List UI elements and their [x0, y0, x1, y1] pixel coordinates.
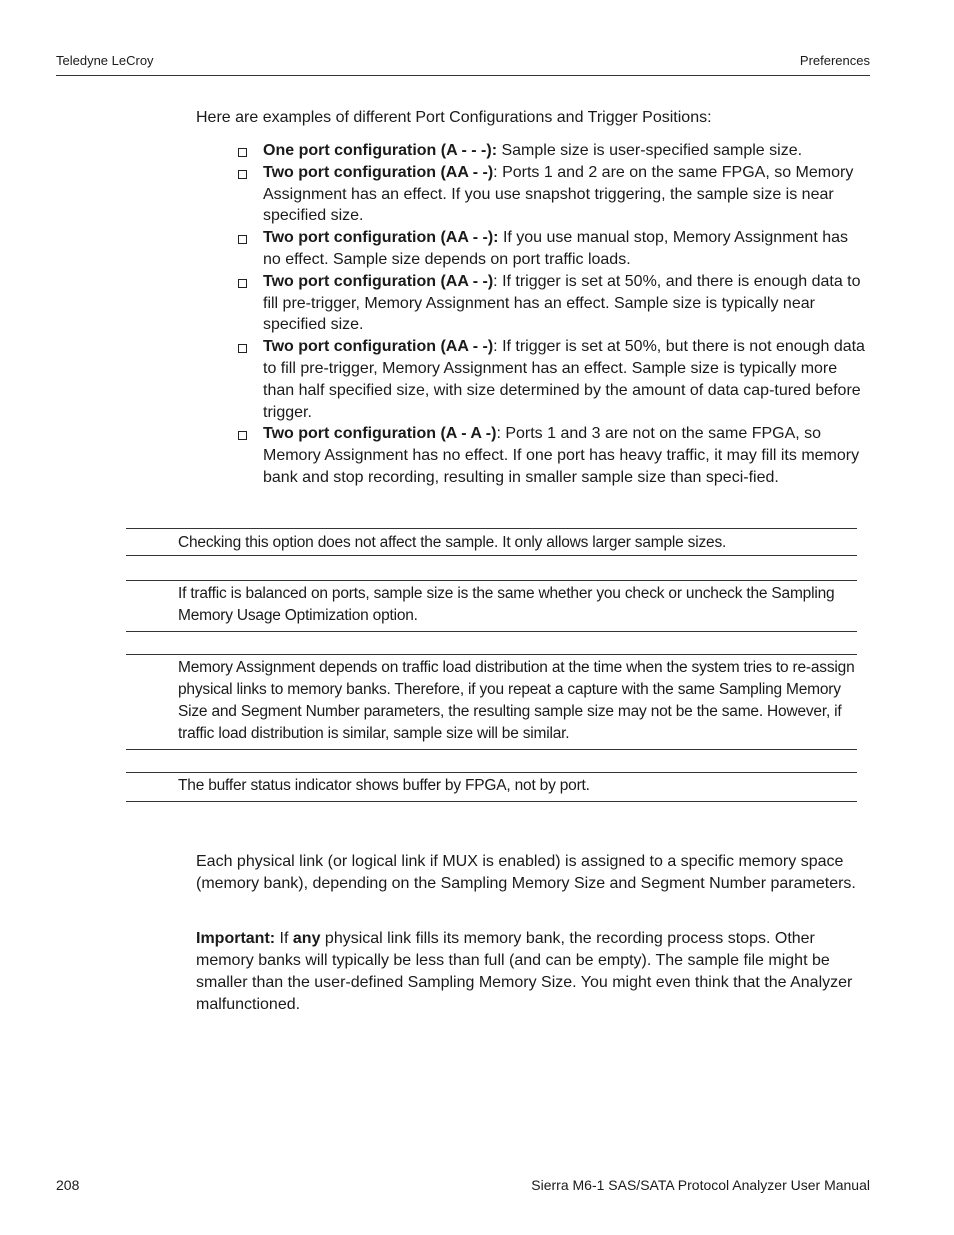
checkbox-bullet-icon: [238, 148, 247, 157]
item-text: : Ports 1 and 3 are not on the same FPGA, so Memory Assignment has no effect. If one port has heavy traffic, it may fill its memory bank and stop recording, resulting in smaller sample size than speci-fied.: [263, 425, 860, 486]
checkbox-bullet-icon: [238, 235, 247, 244]
item-text: If you use manual stop, Memory Assignment has no effect. Sample size depends on port traffic loads.: [263, 229, 848, 268]
list-item: [236, 227, 868, 271]
important-label: Important:: [196, 930, 276, 947]
header-section: Preferences: [799, 53, 870, 68]
port-config-list: [236, 140, 868, 489]
page-number: 208: [56, 1177, 80, 1193]
list-item: [236, 140, 868, 162]
important-rest: physical link fills its memory bank, the recording process stops. Other memory banks will typically be less than full (and can be empty). The sample file might be smaller than the user-defined Sampling Memory Size. You might even think that the Analyzer malfunctioned.: [196, 930, 853, 1013]
memory-bank-paragraph: Each physical link (or logical link if MUX is enabled) is assigned to a specific memory space (memory bank), depending on the Sampling Memory Size and Segment Number parameters.: [196, 853, 856, 892]
checkbox-bullet-icon: [238, 170, 247, 179]
item-text: : If trigger is set at 50%, and there is enough data to fill pre-trigger, Memory Assignment has an effect. Sample size is typically near specified size.: [263, 272, 861, 334]
item-text: : If trigger is set at 50%, but there is not enough data to fill pre-trigger, Memory Assignment has an effect. Sample size is typically more than half specified size, with size determined by the amount of data cap-tured before trigger.: [263, 338, 865, 421]
list-item: [236, 271, 868, 336]
note-box: [126, 654, 857, 750]
note-text: Checking this option does not affect the sample. It only allows larger sample sizes.: [178, 534, 727, 551]
note-text: The buffer status indicator shows buffer by FPGA, not by port.: [178, 777, 590, 794]
item-text: Sample size is user-specified sample size.: [497, 142, 803, 159]
note-text: If traffic is balanced on ports, sample size is the same whether you check or uncheck the Sampling Memory Usage Optimization option.: [178, 585, 835, 624]
list-item: [236, 162, 868, 227]
note-text: Memory Assignment depends on traffic load distribution at the time when the system tries to re-assign physical links to memory banks. Therefore, if you repeat a capture with the same Sampling Memory Size and Segment Number parameters, the resulting sample size may not be the same. However, if traffic load distribution is similar, sample size will be similar.: [178, 659, 855, 742]
list-item: [236, 336, 868, 423]
checkbox-bullet-icon: [238, 431, 247, 440]
important-paragraph: [196, 928, 872, 1016]
header-company: Teledyne LeCroy: [56, 53, 154, 68]
item-label: Two port configuration (AA - -):: [263, 229, 499, 247]
page-header: [56, 53, 870, 76]
any-emphasis: any: [292, 930, 321, 947]
checkbox-bullet-icon: [238, 279, 247, 288]
item-text: : Ports 1 and 2 are on the same FPGA, so Memory Assignment has an effect. If you use snapshot triggering, the sample size is near specified size.: [263, 163, 854, 225]
manual-title: Sierra M6-1 SAS/SATA Protocol Analyzer User Manual: [531, 1177, 870, 1193]
note-box: [126, 528, 857, 556]
intro-paragraph: Here are examples of different Port Configurations and Trigger Positions:: [196, 109, 712, 126]
item-label: Two port configuration (AA - -): [263, 272, 494, 290]
checkbox-bullet-icon: [238, 344, 247, 353]
item-label: Two port configuration (A - A -): [263, 425, 497, 443]
item-label: Two port configuration (AA - -): [263, 163, 494, 181]
item-label: Two port configuration (AA - -): [263, 338, 494, 356]
note-box: [126, 580, 857, 632]
item-label: One port configuration (A - - -):: [263, 142, 498, 159]
list-item: [236, 423, 868, 488]
note-box: [126, 772, 857, 802]
if-text: If: [275, 930, 293, 947]
